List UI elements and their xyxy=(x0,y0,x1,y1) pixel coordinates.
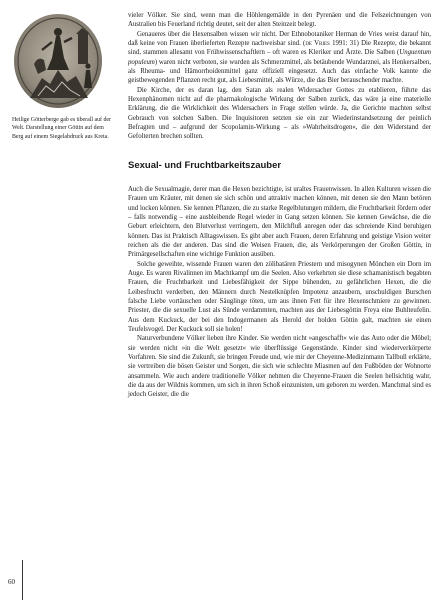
citation-author: de Vries xyxy=(305,40,330,48)
paragraph xyxy=(128,30,431,86)
main-text-column xyxy=(128,11,431,400)
paragraph: Die Kirche, der es daran lag, den Satan als realen Widersacher Gottes zu etablieren, führte das Hexenphänomen nicht auf die pharmakologische Wirkung der Salben zurück, das wäre ja eine materielle Erklärung, die die Wirklichkeit des Widersachers in Frage stellen würde. Ja, die Gerichte machten selbst Gebrauch von solchen Salben. Die Inquisitoren setzten sie ein zur Wiederinstandsetzung der peinlich Befragten und – aufgrund der Scopolamin-Wirkung – als »Wahrheitsdrogen«, die den Widerstand der Gefolterten brechen sollten. xyxy=(128,86,431,141)
text-run: 1991: 31) Die Rezepte, die bekannt sind, stammen allesamt von Frühwissenschaftlern – oft waren es Kleriker und Ärzte. Die Salben ( xyxy=(128,40,431,57)
text-run: Genaueres über die Hexensalben wissen wir nicht. Der Ethnobotaniker Herman de Vries weist darauf hin, daß keine von Frauen überlieferten Rezepte nachweisbar sind. ( xyxy=(128,30,431,48)
paragraph: Naturverbundene Völker lieben ihre Kinder. Sie werden nicht »angeschafft« wie das Auto oder die Möbel; sie werden nicht »in die Welt gesetzt« wie überflüssige Gegenstände. Kinder sind wiederverkörperte Vorfahren. Sie sind die Zukunft, sie bringen Freude und, wie mir der Cheyenne-Medizinmann Tallbull erklärte, sie vertreiben die bösen Geister und Sorgen, die sich wie schlechte Miasmen auf den Fußböden der Wohnorte ansammeln. Wie auch andere traditionelle Völker nehmen die Cheyenne-Frauen die Seelen hellsichtig wahr, die da aus der Wildnis kommen, um sich in ihren Schoß einzunisten, um geboren zu werden. Manchmal sind es jedoch Geister, die die xyxy=(128,335,431,399)
seal-impression-image xyxy=(12,12,104,110)
paragraph: Auch die Sexualmagie, derer man die Hexen bezichtigte, ist uraltes Frauenwissen. In allen Kulturen wissen die Frauen um Kräuter, mit denen sie sich schön und attraktiv machen können, mit denen sie den Mann betören und locken können. Sie kennen Pflanzen, die zu starke Regelblutungen mildern, die Fruchtbarkeit fördern oder – falls notwendig – eine ausbleibende Regel wieder in Gang setzen können. Sie kennen Gewächse, die die Geburt erleichtern, den Blutverlust verringern, den Milchfluß anregen oder das schreiende Kind beruhigen können. Das ist Praktisch Alltagswissen. Es gibt aber auch Frauen, deren Erfahrung und geistige Vision weiter reichen als die der anderen. Das sind die Weisen Frauen, die, als Verkörperungen der Großen Göttin, in Primärgesellschaften eine wichtige Funktion ausüben. xyxy=(128,185,431,259)
page-number: 60 xyxy=(8,578,15,586)
latin-term: Unguentum populeum xyxy=(128,49,431,66)
caption-text: Heilige Götterberge gab es überall auf der Welt. Darstellung einer Göttin auf dem Berg auf einem Siegelabdruck aus Kreta. xyxy=(12,117,112,140)
section-heading: Sexual- und Fruchtbarkeitszauber xyxy=(128,159,282,171)
paragraph: Solche geweihte, wissende Frauen waren den zölibatären Priestern und misogynen Mönchen ein Dorn im Auge. Es waren Rivalinnen im Machtkampf um die Seelen. Also verkehrten sie diese schamanistisch begabten Frauen, die Fruchtbarkeit und Liebesfähigkeit der Sippe bühenden, zu gefährlichen Hexen, die die Leibesfrucht verderben, den Männern durch Nestelknüpfen Impotenz anzaubern, unschuldigen Burschen falsche Liebe vortäuschen oder Säuglinge töten, um aus ihnen Fett für ihre Hexenschmiere zu gewinnen. Priester, die die sexuelle Lust als Sünde verdammten, machten aus der Liebesgöttin Freya eine Buhlteufelin. Aus dem Kuckuck, der bei den Indogermanen als Herold der holden Göttin galt, machten sie einen Teufelsvogel. Der Kuckuck soll sie holen! xyxy=(128,260,431,333)
paragraph: vieler Völker. Sie sind, wenn man die Höhlengemälde in den Pyrenäen und die Felszeichnungen von Australien bis Feuerland richtig deutet, seit der alten Steinzeit belegt. xyxy=(128,12,431,29)
page-margin-rule xyxy=(22,560,23,600)
text-run: ) waren nicht verboten, sie wurden als Schmerzmittel, als betäubende Wundarznei, als Henkersalben, als Rheuma- und Hämorrhoidenmittel ganz offiziell eingesetzt. Auch das einfache Volk kannte die geistbewegenden Pflanzen recht gut, als Liebesmittel, als Würze, die das Bier berauschender machte. xyxy=(128,58,431,85)
image-caption xyxy=(12,116,116,141)
